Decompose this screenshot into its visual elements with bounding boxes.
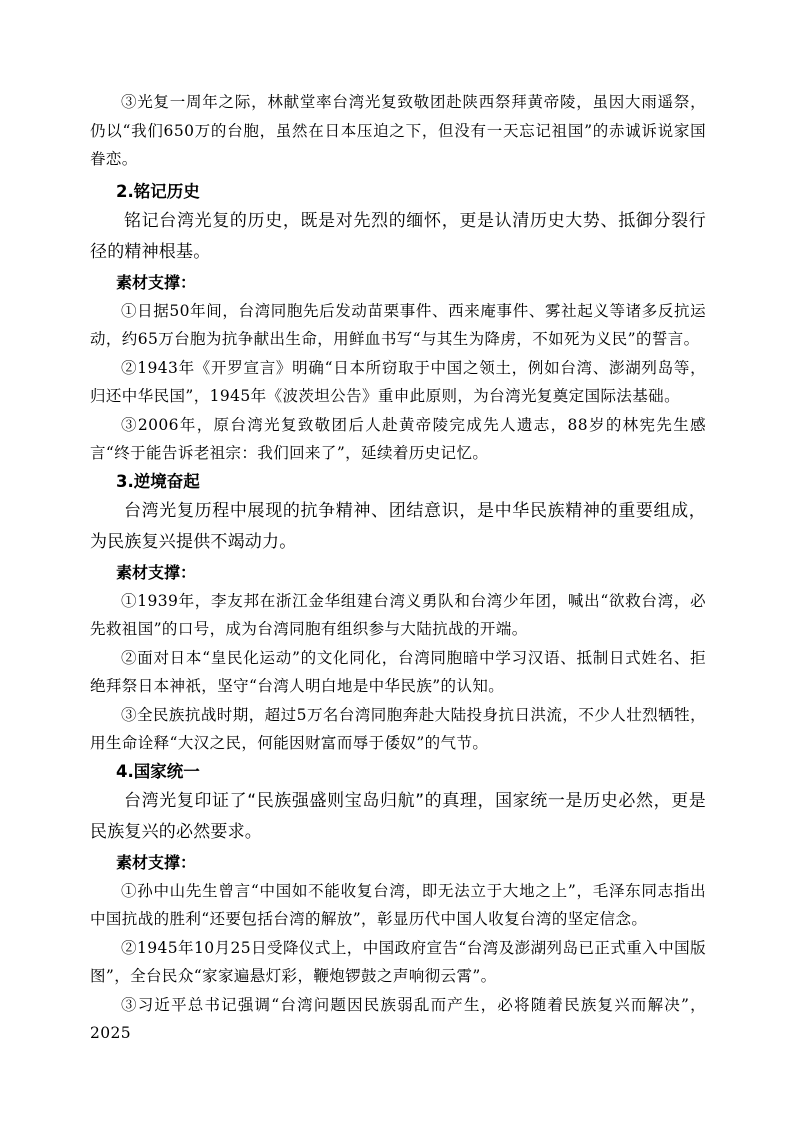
section-summary: 铭记台湾光复的历史，既是对先烈的缅怀，更是认清历史大势、抵御分裂行径的精神根基。 xyxy=(90,210,706,262)
section-heading: 4.国家统一 xyxy=(116,761,200,781)
section-remember-history xyxy=(90,178,706,468)
section-rise-from-adversity xyxy=(90,468,706,758)
material-item: ③2006年，原台湾光复致敬团后人赴黄帝陵完成先人遗志，88岁的林宪先生感言“终于能告诉老祖宗：我们回来了”，延续着历史记忆。 xyxy=(90,415,706,462)
material-label: 素材支撑： xyxy=(116,272,197,292)
material-item: ③全民族抗战时期，超过5万名台湾同胞奔赴大陆投身抗日洪流，不少人壮烈牺牲，用生命诠释“大汉之民，何能因财富而辱于倭奴”的气节。 xyxy=(90,705,706,752)
material-item: ①日据50年间，台湾同胞先后发动苗栗事件、西来庵事件、雾社起义等诸多反抗运动，约65万台胞为抗争献出生命，用鲜血书写“与其生为降虏，不如死为义民”的誓言。 xyxy=(90,301,706,348)
section-summary: 台湾光复历程中展现的抗争精神、团结意识，是中华民族精神的重要组成，为民族复兴提供不竭动力。 xyxy=(90,500,706,552)
material-item: ②面对日本“皇民化运动”的文化同化，台湾同胞暗中学习汉语、抵制日式姓名、拒绝拜祭日本神祇，坚守“台湾人明白地是中华民族”的认知。 xyxy=(90,648,706,695)
material-item: ①1939年，李友邦在浙江金华组建台湾义勇队和台湾少年团，喊出“欲救台湾，必先救祖国”的口号，成为台湾同胞有组织参与大陆抗战的开端。 xyxy=(90,591,706,638)
material-item: ②1945年10月25日受降仪式上，中国政府宣告“台湾及澎湖列岛已正式重入中国版图”，全台民众“家家遍悬灯彩，鞭炮锣鼓之声响彻云霄”。 xyxy=(90,938,706,985)
section-heading: 2.铭记历史 xyxy=(116,181,200,201)
section-heading: 3.逆境奋起 xyxy=(116,471,200,491)
section-summary: 台湾光复印证了“民族强盛则宝岛归航”的真理，国家统一是历史必然，更是民族复兴的必然要求。 xyxy=(90,790,706,842)
intro-material-item: ③光复一周年之际，林献堂率台湾光复致敬团赴陕西祭拜黄帝陵，虽因大雨遥祭，仍以“我们650万的台胞，虽然在日本压迫之下，但没有一天忘记祖国”的赤诚诉说家国眷恋。 xyxy=(90,93,706,168)
material-item: ③习近平总书记强调“台湾问题因民族弱乱而产生，必将随着民族复兴而解决”，2025 xyxy=(90,995,706,1042)
material-label: 素材支撑： xyxy=(116,852,197,872)
material-item: ①孙中山先生曾言“中国如不能收复台湾，即无法立于大地之上”，毛泽东同志指出中国抗战的胜利“还要包括台湾的解放”，彰显历代中国人收复台湾的坚定信念。 xyxy=(90,881,706,928)
material-item: ②1943年《开罗宣言》明确“日本所窃取于中国之领土，例如台湾、澎湖列岛等，归还中华民国”，1945年《波茨坦公告》重申此原则，为台湾光复奠定国际法基础。 xyxy=(90,358,706,405)
material-label: 素材支撑： xyxy=(116,562,197,582)
section-national-reunification xyxy=(90,758,706,1048)
